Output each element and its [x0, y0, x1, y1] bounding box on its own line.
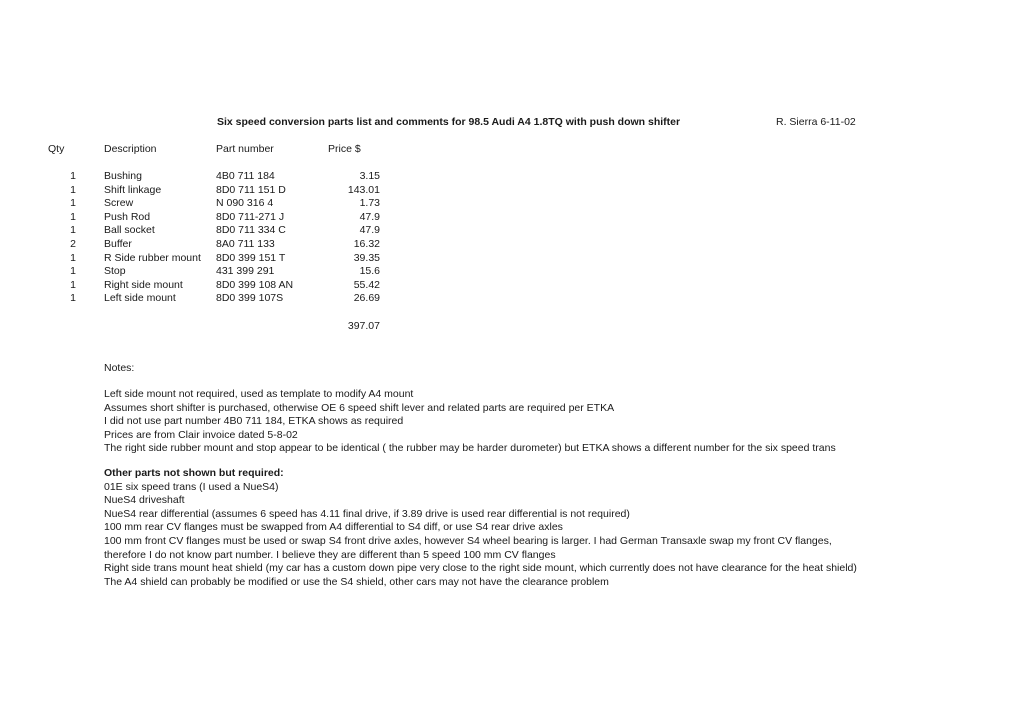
row-price: 39.35: [353, 251, 380, 264]
table-row: [0, 184, 400, 198]
row-price: 3.15: [359, 170, 380, 182]
row-description: Push Rod: [104, 210, 151, 223]
table-row: [0, 238, 400, 252]
row-qty: 2: [70, 237, 76, 250]
note-item: The right side rubber mount and stop appear to be identical ( the rubber may be harder durometer) but ETKA shows a different number for the six speed trans: [104, 442, 836, 455]
table-row: [0, 224, 400, 238]
row-part-number: 8D0 711 151 D: [216, 183, 286, 196]
row-part-number: 8D0 711 334 C: [216, 224, 286, 237]
row-qty: 1: [70, 251, 76, 264]
row-part-number: 8A0 711 133: [216, 237, 275, 250]
row-price: 47.9: [359, 210, 380, 223]
table-row: [0, 265, 400, 279]
table-row: [0, 279, 400, 293]
parts-table: [0, 170, 400, 306]
row-price: 55.42: [353, 278, 380, 291]
author-date: R. Sierra 6-11-02: [776, 116, 856, 128]
row-description: Bushing: [104, 170, 142, 182]
row-qty: 1: [70, 197, 76, 210]
other-part-item: 100 mm rear CV flanges must be swapped from A4 differential to S4 diff, or use S4 rear drive axles: [104, 521, 563, 534]
other-part-item: 01E six speed trans (I used a NueS4): [104, 480, 279, 493]
note-item: Prices are from Clair invoice dated 5-8-02: [104, 428, 298, 441]
other-part-item: 100 mm front CV flanges must be used or swap S4 front drive axles, however S4 wheel bearing is larger. I had German Transaxle swap my front CV flanges,: [104, 534, 832, 547]
table-row: [0, 170, 400, 184]
row-price: 47.9: [359, 224, 380, 237]
row-qty: 1: [70, 183, 76, 196]
table-row: [0, 211, 400, 225]
row-part-number: 431 399 291: [216, 265, 275, 278]
row-price: 143.01: [347, 183, 380, 196]
other-parts-section: [104, 467, 857, 589]
other-part-item: The A4 shield can probably be modified or use the S4 shield, other cars may not have the clearance problem: [104, 575, 609, 588]
note-item: Left side mount not required, used as template to modify A4 mount: [104, 388, 414, 400]
row-part-number: N 090 316 4: [216, 197, 274, 210]
document-title: Six speed conversion parts list and comments for 98.5 Audi A4 1.8TQ with push down shifter: [217, 116, 681, 128]
row-description: Shift linkage: [104, 183, 162, 196]
row-part-number: 8D0 399 108 AN: [216, 278, 294, 291]
row-part-number: 4B0 711 184: [216, 170, 275, 182]
header-qty: Qty: [48, 143, 65, 155]
row-price: 1.73: [359, 197, 380, 210]
table-row: [0, 292, 400, 306]
row-part-number: 8D0 399 151 T: [216, 251, 286, 264]
table-row: [0, 252, 400, 266]
row-qty: 1: [70, 278, 76, 291]
row-description: Right side mount: [104, 278, 183, 291]
notes-list: [104, 388, 836, 456]
row-price: 15.6: [359, 265, 380, 278]
other-part-item: NueS4 driveshaft: [104, 494, 185, 507]
row-price: 16.32: [353, 237, 380, 250]
row-part-number: 8D0 399 107S: [216, 292, 284, 305]
row-qty: 1: [70, 224, 76, 237]
row-description: Stop: [104, 265, 126, 278]
other-part-item: therefore I do not know part number. I believe they are different than 5 speed 100 mm CV flanges: [104, 548, 556, 561]
header-part-number: Part number: [216, 143, 274, 155]
header-price: Price $: [328, 143, 361, 155]
header-description: Description: [104, 143, 157, 155]
row-description: Ball socket: [104, 224, 155, 237]
notes-label: Notes:: [104, 362, 135, 374]
row-part-number: 8D0 711-271 J: [216, 210, 285, 223]
note-item: Assumes short shifter is purchased, otherwise OE 6 speed shift lever and related parts are required per ETKA: [104, 401, 615, 414]
row-qty: 1: [70, 292, 76, 305]
other-part-item: NueS4 rear differential (assumes 6 speed has 4.11 final drive, if 3.89 drive is used rear differential is not required): [104, 507, 630, 520]
row-qty: 1: [70, 265, 76, 278]
note-item: I did not use part number 4B0 711 184, ETKA shows as required: [104, 415, 404, 428]
row-description: Left side mount: [104, 292, 176, 305]
row-qty: 1: [70, 170, 76, 182]
other-parts-heading: Other parts not shown but required:: [104, 467, 284, 479]
row-qty: 1: [70, 210, 76, 223]
price-total: 397.07: [347, 320, 380, 332]
row-description: Buffer: [104, 237, 132, 250]
row-price: 26.69: [353, 292, 380, 305]
table-row: [0, 197, 400, 211]
other-part-item: Right side trans mount heat shield (my car has a custom down pipe very close to the right side mount, which currently does not have clearance for the heat shield): [104, 562, 857, 575]
row-description: R Side rubber mount: [104, 251, 201, 264]
row-description: Screw: [104, 197, 134, 210]
